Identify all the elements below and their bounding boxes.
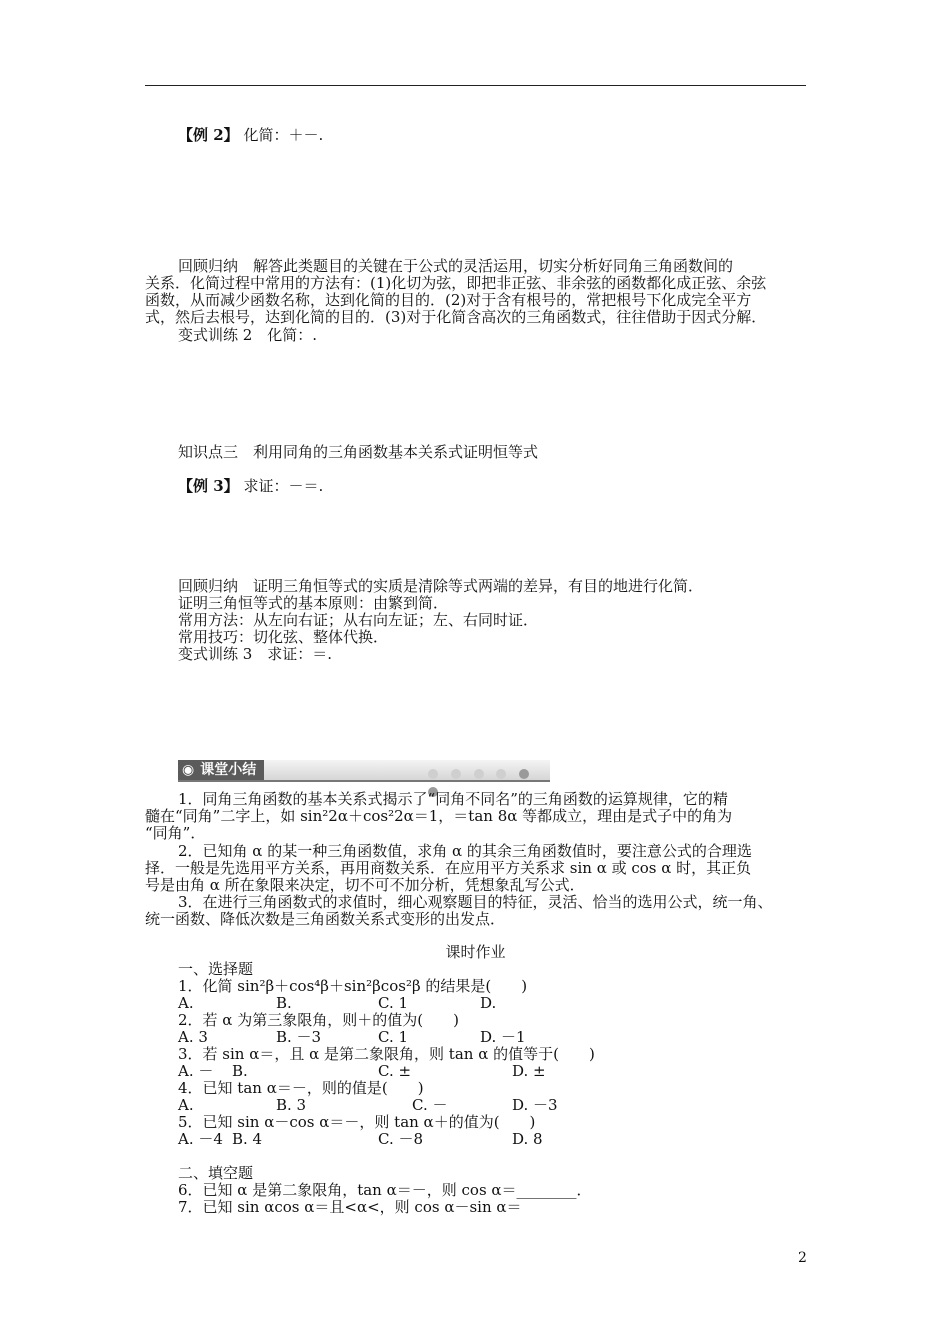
example-2-tag: 【例 2】	[178, 126, 239, 144]
option: A. －4	[178, 1130, 223, 1148]
review-3-line: 回顾归纳 证明三角恒等式的实质是清除等式两端的差异，有目的地进行化简．	[178, 577, 704, 595]
knowledge-point-3-heading: 知识点三 利用同角的三角函数基本关系式证明恒等式	[178, 443, 539, 461]
option: D.	[480, 994, 497, 1012]
question-4: 4．已知 tan α＝－，则的值是( )	[178, 1079, 424, 1097]
option: C. －	[412, 1096, 448, 1114]
dot-icon	[474, 769, 484, 779]
section-choice-heading: 一、选择题	[178, 960, 254, 978]
option: D. －1	[480, 1028, 526, 1046]
variant-3: 变式训练 3 求证：＝.	[178, 645, 333, 663]
summary-label	[178, 760, 264, 780]
option: D. ±	[512, 1062, 546, 1080]
question-5: 5．已知 sin α－cos α＝－，则 tan α＋的值为( )	[178, 1113, 536, 1131]
header-rule	[145, 85, 806, 86]
example-3	[178, 475, 323, 496]
example-3-text: 求证：－＝.	[243, 477, 324, 495]
question-7: 7．已知 sin αcos α＝且<α<，则 cos α－sin α＝	[178, 1198, 522, 1216]
option: A.	[178, 1096, 194, 1114]
option: B.	[232, 1062, 248, 1080]
question-2: 2．若 α 为第三象限角，则＋的值为( )	[178, 1011, 459, 1029]
summary-title: 课堂小结	[200, 762, 257, 778]
option: A. 3	[178, 1028, 208, 1046]
dot-icon	[496, 769, 506, 779]
question-3: 3．若 sin α＝，且 α 是第二象限角，则 tan α 的值等于( )	[178, 1045, 595, 1063]
summary-line: 择．一般是先选用平方关系，再用商数关系．在应用平方关系求 sin α 或 cos α 时，其正负	[145, 859, 752, 877]
bullet-circle-icon: ◉	[182, 762, 195, 778]
dot-icon	[428, 769, 438, 779]
option: B.	[276, 994, 292, 1012]
example-3-tag: 【例 3】	[178, 477, 239, 495]
option: A.	[178, 994, 194, 1012]
review-3-line: 证明三角恒等式的基本原则：由繁到简．	[178, 594, 449, 612]
review-2-line: 式，然后去根号，达到化简的目的．(3)对于化简含高次的三角函数式，往往借助于因式分解．	[145, 308, 767, 326]
option: B. 4	[232, 1130, 263, 1148]
option: C. 1	[378, 1028, 409, 1046]
variant-2: 变式训练 2 化简：.	[178, 326, 318, 344]
summary-line: 统一函数、降低次数是三角函数关系式变形的出发点．	[145, 910, 506, 928]
example-2	[178, 124, 323, 145]
option: A. －	[178, 1062, 214, 1080]
summary-line: 1．同角三角函数的基本关系式揭示了“同角不同名”的三角函数的运算规律，它的精	[178, 790, 728, 808]
review-3-line: 常用技巧：切化弦、整体代换．	[178, 628, 389, 646]
question-1: 1．化简 sin²β＋cos⁴β＋sin²βcos²β 的结果是( )	[178, 977, 528, 995]
summary-line: 2．已知角 α 的某一种三角函数值，求角 α 的其余三角函数值时，要注意公式的合理选	[178, 842, 752, 860]
option: C. －8	[378, 1130, 424, 1148]
page-number: 2	[798, 1250, 807, 1266]
summary-line: “同角”．	[145, 824, 206, 842]
summary-banner	[178, 760, 550, 782]
review-2-line: 关系．化简过程中常用的方法有：(1)化切为弦，即把非正弦、非余弦的函数都化成正弦、余弦	[145, 274, 767, 292]
dot-icon	[519, 769, 529, 779]
option: B. －3	[276, 1028, 322, 1046]
dot-icon	[451, 769, 461, 779]
option: D. 8	[512, 1130, 543, 1148]
review-2-line: 函数，从而减少函数名称，达到化简的目的．(2)对于含有根号的，常把根号下化成完全平方	[145, 291, 752, 309]
option: B. 3	[276, 1096, 307, 1114]
summary-line: 髓在“同角”二字上，如 sin²2α＋cos²2α＝1，＝tan 8α 等都成立，理由是式子中的角为	[145, 807, 733, 825]
option: C. ±	[378, 1062, 412, 1080]
option: D. －3	[512, 1096, 558, 1114]
homework-title: 课时作业	[445, 943, 506, 961]
example-2-text: 化简：＋－.	[243, 126, 324, 144]
option: C. 1	[378, 994, 409, 1012]
review-3-line: 常用方法：从左向右证；从右向左证；左、右同时证．	[178, 611, 539, 629]
section-fill-heading: 二、填空题	[178, 1164, 254, 1182]
question-6: 6．已知 α 是第二象限角，tan α＝－，则 cos α＝________．	[178, 1181, 592, 1199]
summary-line: 3．在进行三角函数式的求值时，细心观察题目的特征，灵活、恰当的选用公式，统一角、	[178, 893, 773, 911]
review-2-line: 回顾归纳 解答此类题目的关键在于公式的灵活运用，切实分析好同角三角函数间的	[178, 257, 734, 275]
summary-line: 号是由角 α 所在象限来决定，切不可不加分析，凭想象乱写公式．	[145, 876, 585, 894]
